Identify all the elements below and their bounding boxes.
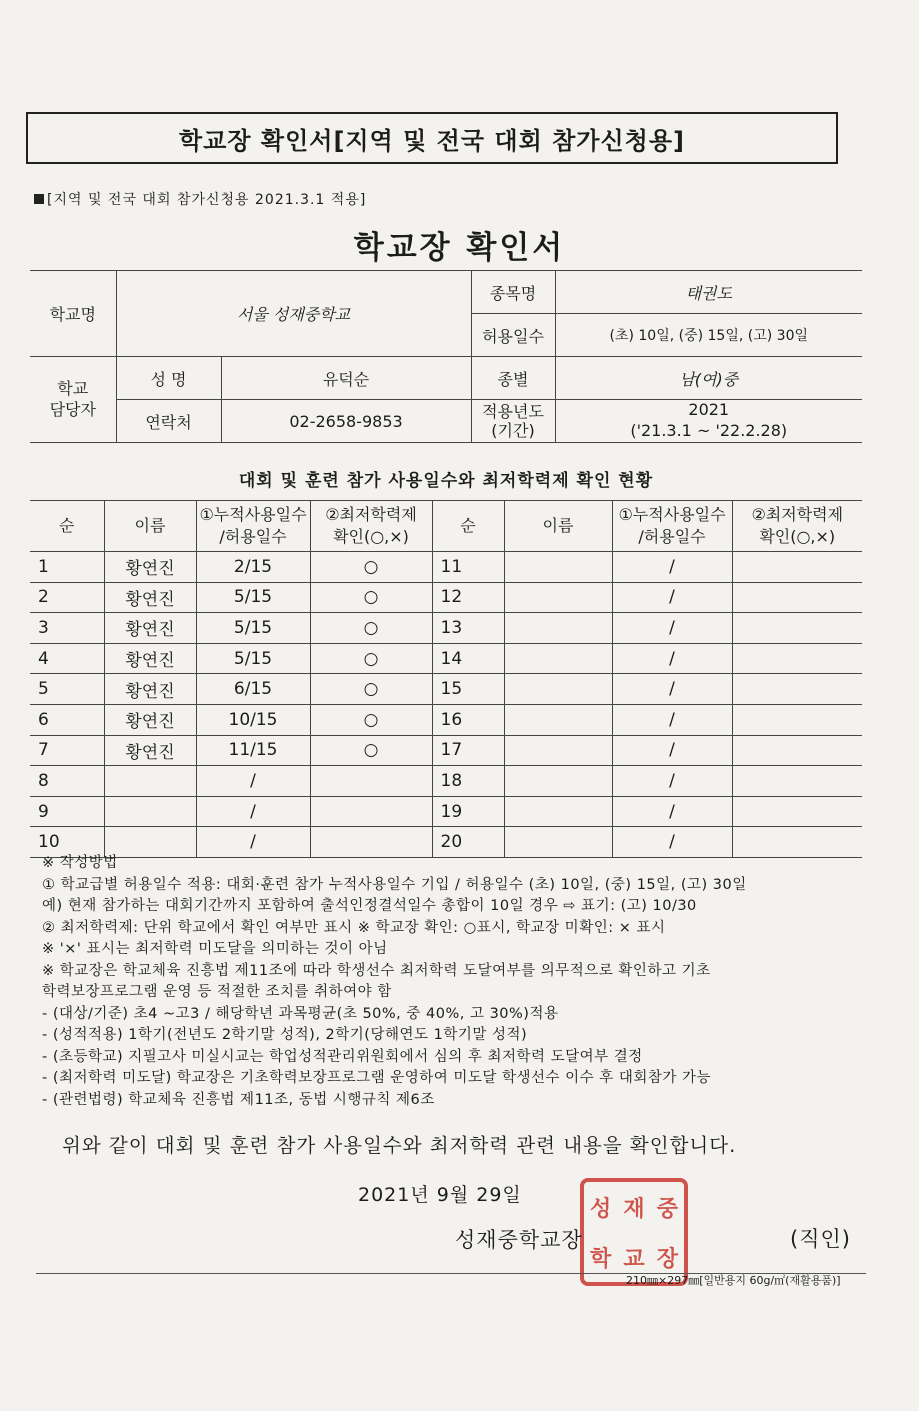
row-no-2: 13	[432, 613, 504, 644]
row-days-2: /	[612, 552, 732, 583]
row-name-2	[504, 674, 612, 705]
seal-glyph: 학	[590, 1245, 612, 1272]
note-line: ※ 작성방법	[42, 855, 118, 871]
row-days: /	[196, 796, 310, 827]
row-check-2	[732, 613, 862, 644]
box-title: 학교장 확인서[지역 및 전국 대회 참가신청용]	[26, 112, 838, 164]
row-days-2: /	[612, 674, 732, 705]
row-no-2: 16	[432, 704, 504, 735]
row-no-2: 20	[432, 827, 504, 858]
row-no-2: 17	[432, 735, 504, 766]
note-line: - (초등학교) 지필고사 미실시교는 학업성적관리위원회에서 심의 후 최저학력 도달여부 결정	[42, 1048, 643, 1065]
row-no: 4	[30, 643, 104, 674]
row-name-2	[504, 613, 612, 644]
instructions	[42, 853, 872, 1111]
row-no: 5	[30, 674, 104, 705]
gender-value: 남(여)중	[555, 357, 862, 400]
row-check: ○	[310, 735, 432, 766]
row-name: 황연진	[104, 552, 196, 583]
note-line: - (관련법령) 학교체육 진흥법 제11조, 동법 시행규칙 제6조	[42, 1091, 435, 1108]
row-name-2	[504, 735, 612, 766]
row-name	[104, 796, 196, 827]
table-row	[30, 766, 862, 797]
table-row	[30, 735, 862, 766]
row-no: 9	[30, 796, 104, 827]
seal-glyph: 성	[590, 1195, 612, 1222]
header-name-2: 이름	[504, 501, 612, 552]
row-days-2: /	[612, 613, 732, 644]
row-no-2: 12	[432, 582, 504, 613]
row-name: 황연진	[104, 613, 196, 644]
row-name: 황연진	[104, 735, 196, 766]
subnote	[34, 189, 366, 209]
row-check	[310, 766, 432, 797]
table-row	[30, 643, 862, 674]
school-info-table	[30, 270, 862, 443]
usage-table	[30, 500, 862, 858]
year-label: 적용년도 (기간)	[471, 400, 555, 443]
row-no: 1	[30, 552, 104, 583]
row-days: 11/15	[196, 735, 310, 766]
seal-glyph: 교	[623, 1245, 645, 1272]
row-no-2: 14	[432, 643, 504, 674]
note-line: ※ '×' 표시는 최저학력 미도달을 의미하는 것이 아님	[42, 941, 388, 957]
row-days-2: /	[612, 766, 732, 797]
square-bullet-icon	[34, 194, 44, 204]
row-name-2	[504, 796, 612, 827]
header-days: ①누적사용일수 /허용일수	[196, 501, 310, 552]
official-seal-stamp	[580, 1178, 688, 1286]
note-line: - (최저학력 미도달) 학교장은 기초학력보장프로그램 운영하여 미도달 학생선수 이수 후 대회참가 가능	[42, 1070, 712, 1086]
row-no: 3	[30, 613, 104, 644]
header-name: 이름	[104, 501, 196, 552]
table-row	[30, 582, 862, 613]
header-no: 순	[30, 501, 104, 552]
row-check-2	[732, 674, 862, 705]
row-no: 8	[30, 766, 104, 797]
header-no-2: 순	[432, 501, 504, 552]
row-check: ○	[310, 643, 432, 674]
row-no: 10	[30, 827, 104, 858]
row-days: 5/15	[196, 582, 310, 613]
name-value: 유덕순	[221, 357, 471, 400]
row-check-2	[732, 766, 862, 797]
school-value: 서울 성재중학교	[116, 271, 471, 357]
row-name	[104, 766, 196, 797]
note-line: 학력보장프로그램 운영 등 적절한 조치를 취하여야 함	[42, 984, 392, 1000]
sport-value: 태권도	[555, 271, 862, 314]
subnote-text: [지역 및 전국 대회 참가신청용 2021.3.1 적용]	[47, 192, 367, 208]
table-row	[30, 613, 862, 644]
row-no: 6	[30, 704, 104, 735]
row-no-2: 11	[432, 552, 504, 583]
days-label: 허용일수	[471, 314, 555, 357]
row-days: 10/15	[196, 704, 310, 735]
note-line: - (대상/기준) 초4 ~고3 / 해당학년 과목평균(초 50%, 중 40%, 고 30%)적용	[42, 1005, 559, 1022]
row-no-2: 15	[432, 674, 504, 705]
row-check-2	[732, 796, 862, 827]
row-check: ○	[310, 613, 432, 644]
principal-title: 성재중학교장	[455, 1228, 583, 1252]
confirmation-statement: 위와 같이 대회 및 훈련 참가 사용일수와 최저학력 관련 내용을 확인합니다.	[62, 1134, 737, 1157]
row-name-2	[504, 552, 612, 583]
seal-label: (직인)	[790, 1227, 851, 1251]
row-days-2: /	[612, 643, 732, 674]
row-check: ○	[310, 582, 432, 613]
note-line: - (성적적용) 1학기(전년도 2학기말 성적), 2학기(당해연도 1학기말 성적)	[42, 1027, 528, 1043]
table-row	[30, 674, 862, 705]
row-days-2: /	[612, 735, 732, 766]
seal-glyph: 장	[656, 1245, 678, 1272]
row-check	[310, 796, 432, 827]
row-name: 황연진	[104, 582, 196, 613]
section-title: 대회 및 훈련 참가 사용일수와 최저학력제 확인 현황	[238, 471, 654, 491]
row-days-2: /	[612, 827, 732, 858]
table-row	[30, 704, 862, 735]
row-check-2	[732, 735, 862, 766]
row-days: /	[196, 766, 310, 797]
paper-spec: 210㎜×297㎜[일반용지 60g/㎡(재활용품)]	[626, 1274, 841, 1287]
row-days: 5/15	[196, 643, 310, 674]
row-check: ○	[310, 704, 432, 735]
header-check-2: ②최저학력제 확인(○,×)	[732, 501, 862, 552]
row-days-2: /	[612, 704, 732, 735]
row-days: /	[196, 827, 310, 858]
row-name: 황연진	[104, 643, 196, 674]
table-row	[30, 796, 862, 827]
manager-label: 학교 담당자	[30, 357, 116, 443]
gender-label: 종별	[471, 357, 555, 400]
note-line: ※ 학교장은 학교체육 진흥법 제11조에 따라 학생선수 최저학력 도달여부를 의무적으로 확인하고 기초	[42, 962, 711, 979]
row-days-2: /	[612, 582, 732, 613]
issue-date: 2021년 9월 29일	[358, 1184, 522, 1206]
name-label: 성 명	[116, 357, 221, 400]
row-no-2: 18	[432, 766, 504, 797]
row-name: 황연진	[104, 674, 196, 705]
sport-label: 종목명	[471, 271, 555, 314]
usage-header-row	[30, 501, 862, 552]
row-check-2	[732, 643, 862, 674]
row-no-2: 19	[432, 796, 504, 827]
row-no: 2	[30, 582, 104, 613]
row-name-2	[504, 643, 612, 674]
row-days: 5/15	[196, 613, 310, 644]
row-name: 황연진	[104, 704, 196, 735]
row-check-2	[732, 704, 862, 735]
seal-glyph: 중	[656, 1195, 678, 1222]
school-label: 학교명	[30, 271, 116, 357]
seal-glyph: 재	[623, 1195, 645, 1222]
header-days-2: ①누적사용일수 /허용일수	[612, 501, 732, 552]
days-value: (초) 10일, (중) 15일, (고) 30일	[555, 314, 862, 357]
contact-value: 02-2658-9853	[221, 400, 471, 443]
row-days: 2/15	[196, 552, 310, 583]
document-title: 학교장 확인서	[353, 230, 566, 266]
row-no: 7	[30, 735, 104, 766]
row-days-2: /	[612, 796, 732, 827]
year-value: 2021 ('21.3.1 ~ '22.2.28)	[555, 400, 862, 443]
note-line: 예) 현재 참가하는 대회기간까지 포함하여 출석인정결석일수 총합이 10일 경우 ⇨ 표기: (고) 10/30	[42, 898, 697, 914]
row-check: ○	[310, 552, 432, 583]
row-name-2	[504, 582, 612, 613]
note-line: ① 학교급별 허용일수 적용: 대회·훈련 참가 누적사용일수 기입 / 허용일수 (초) 10일, (중) 15일, (고) 30일	[42, 876, 747, 893]
row-check-2	[732, 552, 862, 583]
note-line: ② 최저학력제: 단위 학교에서 확인 여부만 표시 ※ 학교장 확인: ○표시, 학교장 미확인: × 표시	[42, 919, 666, 936]
row-check-2	[732, 582, 862, 613]
row-days: 6/15	[196, 674, 310, 705]
header-check: ②최저학력제 확인(○,×)	[310, 501, 432, 552]
row-name-2	[504, 766, 612, 797]
row-check: ○	[310, 674, 432, 705]
row-name-2	[504, 704, 612, 735]
table-row	[30, 552, 862, 583]
contact-label: 연락처	[116, 400, 221, 443]
